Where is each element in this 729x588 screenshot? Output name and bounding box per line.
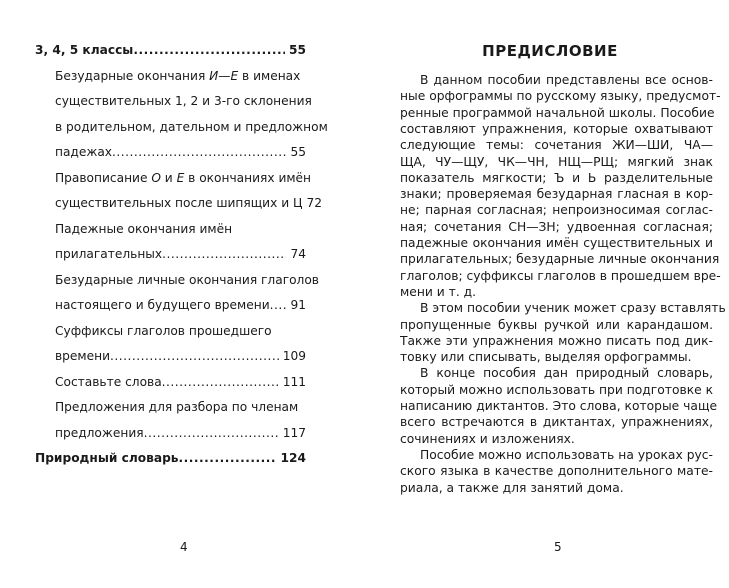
- text-line: ная; сочетания СН—ЗН; удвоенная согласная;: [400, 219, 713, 234]
- toc-entry-label: Суффиксы глаголов прошедшего: [55, 323, 272, 338]
- toc-entry-label: Безударные личные окончания глаголов: [55, 272, 319, 287]
- toc-entry-label: прилагательных: [55, 247, 163, 262]
- text-line: который можно использовать при подготовке к: [400, 382, 714, 397]
- toc-entry: [55, 397, 306, 417]
- text-line: мени и т. д.: [400, 284, 477, 299]
- text-line: прилагательных; безударные личные окончания: [400, 252, 720, 267]
- leader-dots: [133, 40, 285, 60]
- toc-entry-label: предложения: [55, 425, 144, 440]
- text-line: В данном пособии представлены все основ-: [420, 73, 713, 87]
- toc-entry: [55, 270, 319, 290]
- leader-dots: [112, 142, 286, 162]
- toc-entry: [55, 372, 306, 392]
- toc-page-number: 55: [289, 43, 306, 57]
- text-line: В этом пособии ученик может сразу вставлять: [420, 301, 726, 316]
- toc-entry: [55, 66, 306, 86]
- text-line: Пособие можно использовать на уроках рус-: [420, 447, 713, 462]
- toc-entry-label: в родительном, дательном и предложном: [55, 119, 328, 134]
- toc-entry-label: Составьте слова: [55, 374, 162, 389]
- leader-dots: [270, 295, 287, 315]
- toc-entry: [55, 117, 328, 137]
- text-line: В конце пособия дан природный словарь,: [420, 366, 713, 381]
- text-line: глаголов; суффиксы глаголов в прошедшем вре-: [400, 268, 721, 283]
- text-line: Также эти упражнения можно писать под дик-: [400, 333, 713, 348]
- leader-dots: [162, 244, 286, 264]
- toc-entry-label: существительных после шипящих и Ц: [55, 196, 303, 211]
- toc-page-number: 72: [306, 196, 322, 211]
- toc-entry-label: падежах: [55, 145, 113, 160]
- left-page: [0, 0, 364, 588]
- leader-dots: [110, 346, 279, 366]
- toc-page-number: 124: [280, 451, 306, 466]
- toc-page-number: 109: [282, 349, 306, 364]
- text-line: написанию диктантов. Это слова, которые чаще: [400, 399, 718, 413]
- toc-entry: [55, 423, 306, 443]
- text-line: риала, а также для занятий дома.: [400, 480, 624, 495]
- toc-entry: [55, 193, 322, 213]
- toc-entry: [55, 346, 306, 366]
- page-number: 4: [180, 540, 188, 554]
- toc-entry-label: Падежные окончания имён: [55, 221, 233, 236]
- toc-entry: [35, 448, 306, 468]
- toc-page-number: 55: [290, 145, 306, 160]
- text-line: сочинениях и изложениях.: [400, 431, 575, 446]
- text-line: падежные окончания имён существительных и: [400, 236, 713, 250]
- text-line: ЩА, ЧУ—ЩУ, ЧК—ЧН, НЩ—РЩ; мягкий знак: [400, 154, 713, 169]
- text-line: ского языка в качестве дополнительного мате-: [400, 464, 713, 479]
- toc-entry-label: Безударные окончания И—Е в именах: [55, 68, 301, 83]
- toc-entry: [55, 295, 306, 315]
- toc-page-number: 74: [290, 247, 306, 262]
- toc-entry-label: времени: [55, 349, 110, 364]
- leader-dots: [179, 448, 277, 468]
- text-line: всего встречаются в диктантах, упражнениях,: [400, 415, 713, 430]
- toc-entry-label: существительных 1, 2 и 3-го склонения: [55, 94, 312, 109]
- leader-dots: [162, 372, 279, 392]
- toc-page-number: 111: [282, 374, 306, 389]
- text-line: пропущенные буквы ручкой или карандашом.: [400, 317, 713, 332]
- toc-entry-label: настоящего и будущего времени: [55, 298, 270, 313]
- text-line: следующие темы: сочетания ЖИ—ШИ, ЧА—: [400, 138, 713, 153]
- toc-entry: [55, 91, 312, 111]
- toc-entry: [55, 142, 306, 162]
- text-line: ные орфограммы по русскому языку, предусмот-: [400, 89, 721, 104]
- toc-entry: [55, 321, 306, 341]
- toc-entry: [55, 168, 312, 188]
- toc-entry-label: Предложения для разбора по членам: [55, 400, 299, 415]
- toc-entry-label: Природный словарь: [35, 451, 179, 466]
- toc-entry: [55, 219, 306, 239]
- toc-page-number: 117: [282, 425, 306, 440]
- leader-dots: [144, 423, 279, 443]
- toc-entry: [55, 244, 306, 264]
- text-line: составляют упражнения, которые охватывают: [400, 121, 713, 136]
- text-line: не; парная согласная; непроизносимая соглас-: [400, 203, 713, 218]
- toc-entry-label: Правописание О и Е в окончаниях имён: [55, 170, 312, 185]
- page-number: 5: [554, 540, 562, 554]
- page-title: ПРЕДИСЛОВИЕ: [482, 42, 618, 60]
- right-page: [364, 0, 729, 588]
- toc-page-number: 91: [290, 298, 306, 313]
- text-line: знаки; проверяемая безударная гласная в кор-: [400, 187, 713, 202]
- toc-entry-label: 3, 4, 5 классы: [35, 43, 134, 57]
- text-line: ренные программой начальной школы. Пособие: [400, 105, 715, 120]
- text-line: показатель мягкости; Ъ и Ь разделительные: [400, 170, 713, 185]
- toc-entry: [35, 40, 306, 60]
- text-line: товку или списывать, выделяя орфограммы.: [400, 350, 692, 365]
